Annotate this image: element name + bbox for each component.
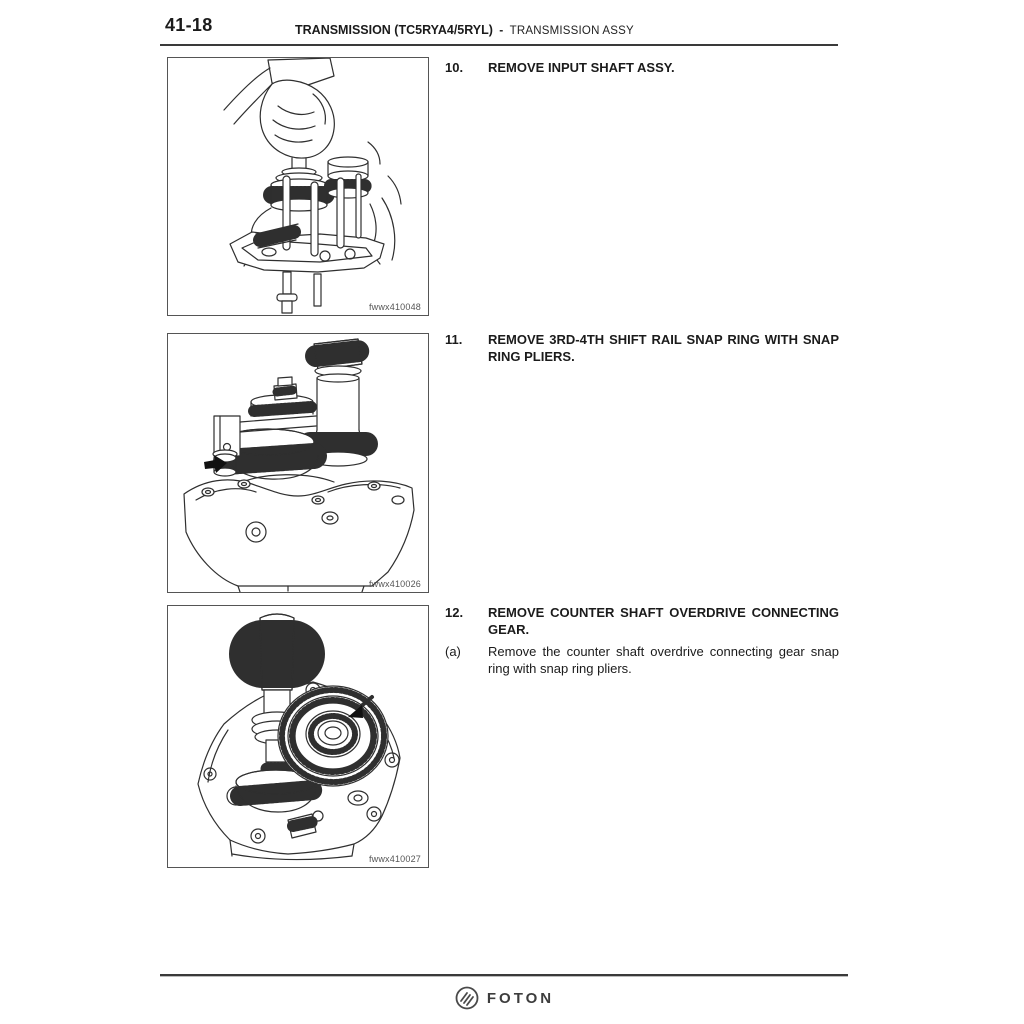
step-title: REMOVE COUNTER SHAFT OVERDRIVE CONNECTING GEAR.: [488, 605, 839, 637]
figure-box-counter-shaft: [167, 605, 429, 868]
header-separator: -: [499, 23, 504, 37]
figure-code-label: fwwx410027: [368, 854, 421, 864]
substep-text: Remove the counter shaft overdrive connecting gear snap ring with snap ring pliers.: [488, 644, 839, 676]
figure-illustration-counter-shaft: [168, 606, 428, 867]
step-item-10: [445, 59, 839, 76]
hand-illustration: [224, 58, 334, 158]
figure-box-shift-rail: [167, 333, 429, 593]
substep-label: (a): [445, 644, 461, 659]
figure-illustration-input-shaft: [168, 58, 428, 315]
foton-wordmark: FOTON: [486, 989, 555, 1007]
transmission-case-illustration: [184, 475, 414, 592]
page-number: 41-18: [165, 15, 213, 35]
header-title-bold: TRANSMISSION (TC5RYA4/5RYL): [295, 23, 493, 37]
step-number: 11.: [445, 332, 463, 347]
step-number: 10.: [445, 60, 464, 75]
footer-logo: [160, 983, 848, 1013]
step-title: REMOVE 3RD-4TH SHIFT RAIL SNAP RING WITH SNAP RING PLIERS.: [488, 332, 839, 364]
header-title: [295, 23, 634, 37]
figure-illustration-shift-rail: [168, 334, 428, 592]
header-rule: [160, 44, 838, 46]
figure-code-label: fwwx410048: [368, 302, 421, 312]
step-number: 12.: [445, 605, 464, 620]
step-title: REMOVE INPUT SHAFT ASSY.: [488, 60, 675, 75]
header-title-sub: TRANSMISSION ASSY: [509, 25, 634, 37]
figure-box-input-shaft: [167, 57, 429, 316]
step-item-11: [445, 331, 839, 365]
foton-logo-icon: [454, 985, 480, 1011]
step-item-12: [445, 604, 839, 677]
gear-cluster-illustration: [230, 142, 401, 313]
footer-rule: [160, 974, 848, 977]
figure-code-label: fwwx410026: [368, 579, 421, 589]
